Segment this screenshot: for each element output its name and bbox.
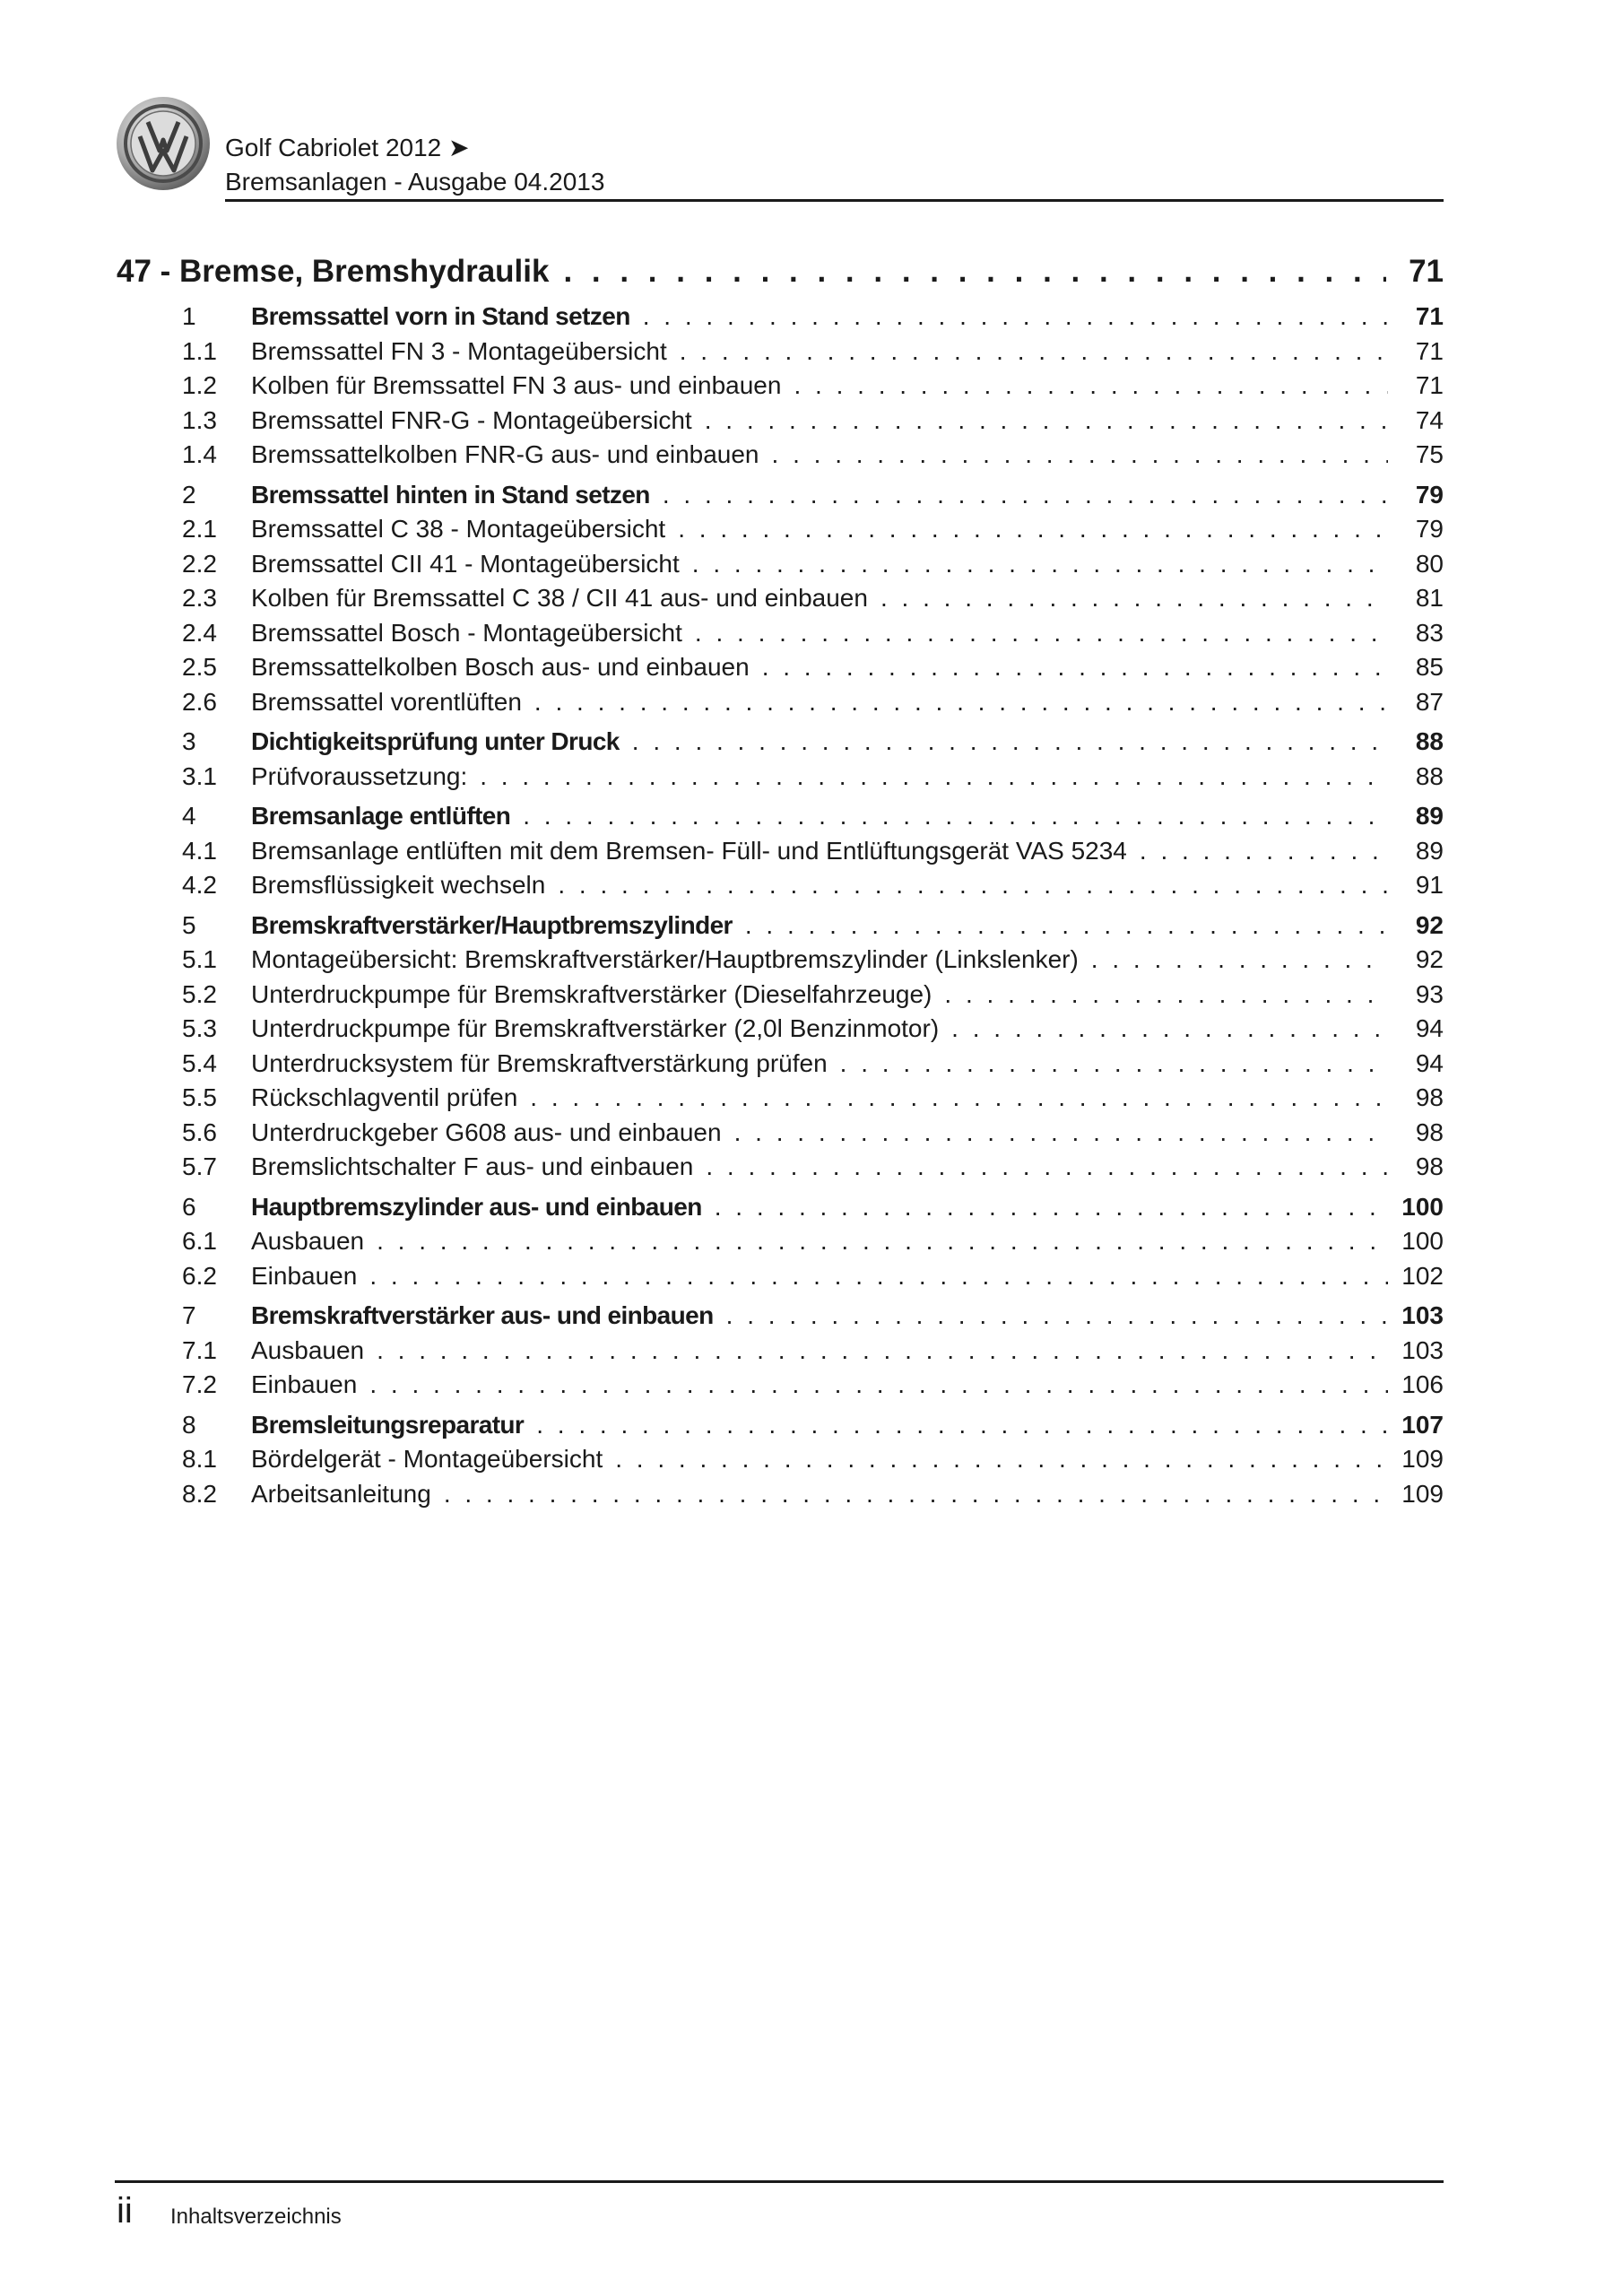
entry-title: Ausbauen [251, 1335, 365, 1364]
entry-page: 88 [1415, 761, 1444, 790]
toc-subsection[interactable] [117, 1150, 1444, 1185]
toc-subsection[interactable] [117, 685, 1444, 720]
entry-page: 100 [1401, 1227, 1444, 1255]
toc-subsection[interactable] [117, 1259, 1444, 1294]
toc-subsection[interactable] [117, 512, 1444, 547]
entry-page: 89 [1415, 802, 1444, 830]
leader-dots [1091, 943, 1388, 978]
entry-page: 74 [1415, 405, 1444, 434]
entry-title: Unterdruckpumpe für Bremskraftverstärker (Dieselfahrzeuge) [251, 979, 932, 1008]
toc-subsection[interactable] [117, 834, 1444, 869]
entry-title: Kolben für Bremssattel C 38 / CII 41 aus- und einbauen [251, 584, 868, 612]
toc-section[interactable] [117, 478, 1444, 513]
entry-title: Unterdruckgeber G608 aus- und einbauen [251, 1118, 722, 1146]
entry-page: 85 [1415, 653, 1444, 681]
leader-dots [745, 909, 1388, 944]
entry-title: Einbauen [251, 1261, 358, 1290]
leader-dots [706, 1150, 1388, 1185]
entry-number: 2.3 [182, 584, 217, 612]
entry-title: Bremssattel FNR-G - Montageübersicht [251, 405, 692, 434]
toc-subsection[interactable] [117, 868, 1444, 903]
page-header [115, 95, 1444, 201]
leader-dots [558, 868, 1388, 903]
entry-page: 94 [1415, 1014, 1444, 1042]
entry-page: 81 [1415, 584, 1444, 612]
entry-number: 5.4 [182, 1048, 217, 1077]
leader-dots [632, 725, 1388, 760]
leader-dots [369, 1259, 1388, 1294]
leader-dots [880, 581, 1388, 616]
leader-dots [726, 1299, 1388, 1334]
entry-page: 79 [1415, 480, 1444, 509]
toc-chapter[interactable] [117, 244, 1444, 300]
toc-subsection[interactable] [117, 760, 1444, 795]
entry-title: Bremskraftverstärker aus- und einbauen [251, 1301, 714, 1329]
page-number: ii [117, 2191, 133, 2231]
entry-page: 87 [1415, 687, 1444, 716]
entry-page: 83 [1415, 618, 1444, 647]
leader-dots [563, 244, 1386, 300]
entry-page: 92 [1415, 945, 1444, 973]
entry-page: 98 [1415, 1083, 1444, 1111]
entry-page: 103 [1401, 1301, 1444, 1329]
entry-number: 4.1 [182, 836, 217, 865]
entry-title: Arbeitsanleitung [251, 1479, 431, 1508]
entry-number: 5.7 [182, 1152, 217, 1180]
leader-dots [944, 978, 1388, 1013]
entry-title: Bremsleitungsreparatur [251, 1410, 525, 1439]
entry-number: 8 [182, 1410, 196, 1439]
entry-title: Bremskraftverstärker/Hauptbremszylinder [251, 910, 733, 939]
entry-number: 3 [182, 727, 196, 755]
entry-number: 3.1 [182, 761, 217, 790]
entry-title: Bremslichtschalter F aus- und einbauen [251, 1152, 694, 1180]
entry-number: 2.4 [182, 618, 217, 647]
leader-dots [663, 478, 1388, 513]
entry-number: 1.2 [182, 371, 217, 399]
toc-entries [117, 300, 1444, 1511]
entry-page: 109 [1401, 1479, 1444, 1508]
entry-title: Unterdrucksystem für Bremskraftverstärkung prüfen [251, 1048, 828, 1077]
entry-page: 106 [1401, 1370, 1444, 1398]
entry-page: 102 [1401, 1261, 1444, 1290]
toc-subsection[interactable] [117, 1224, 1444, 1259]
entry-page: 91 [1415, 871, 1444, 899]
entry-title: Kolben für Bremssattel FN 3 aus- und einbauen [251, 371, 782, 399]
leader-dots [692, 547, 1388, 582]
entry-title: Bremssattel C 38 - Montageübersicht [251, 515, 666, 543]
toc-subsection[interactable] [117, 404, 1444, 439]
toc-section[interactable] [117, 725, 1444, 760]
entry-title: Ausbauen [251, 1227, 365, 1255]
table-of-contents [117, 244, 1444, 1511]
entry-page: 88 [1415, 727, 1444, 755]
toc-subsection[interactable] [117, 978, 1444, 1013]
toc-subsection[interactable] [117, 1012, 1444, 1047]
entry-number: 2.5 [182, 653, 217, 681]
leader-dots [715, 1190, 1388, 1225]
entry-page: 103 [1401, 1335, 1444, 1364]
entry-page: 71 [1415, 302, 1444, 330]
entry-number: 6.1 [182, 1227, 217, 1255]
toc-subsection[interactable] [117, 616, 1444, 651]
toc-subsection[interactable] [117, 1477, 1444, 1512]
entry-title: Bremssattel FN 3 - Montageübersicht [251, 336, 667, 365]
entry-title: Einbauen [251, 1370, 358, 1398]
leader-dots [377, 1224, 1388, 1259]
leader-dots [530, 1081, 1388, 1116]
entry-title: Bremssattel CII 41 - Montageübersicht [251, 549, 680, 578]
entry-title: Rückschlagventil prüfen [251, 1083, 518, 1111]
entry-page: 71 [1415, 336, 1444, 365]
leader-dots [951, 1012, 1388, 1047]
leader-dots [615, 1442, 1388, 1477]
toc-subsection[interactable] [117, 1334, 1444, 1369]
vw-logo-icon [115, 95, 212, 192]
entry-number: 6.2 [182, 1261, 217, 1290]
entry-page: 89 [1415, 836, 1444, 865]
entry-number: 8.1 [182, 1445, 217, 1473]
footer-rule [115, 2180, 1444, 2183]
toc-section[interactable] [117, 1299, 1444, 1334]
entry-title: Unterdruckpumpe für Bremskraftverstärker (2,0l Benzinmotor) [251, 1014, 940, 1042]
leader-dots [480, 760, 1388, 795]
entry-title: Bremsanlage entlüften mit dem Bremsen- Füll- und Entlüftungsgerät VAS 5234 [251, 836, 1127, 865]
entry-number: 7 [182, 1301, 196, 1329]
entry-title: Hauptbremszylinder aus- und einbauen [251, 1192, 702, 1221]
entry-number: 1 [182, 302, 196, 330]
entry-page: 79 [1415, 515, 1444, 543]
chapter-page: 71 [1409, 254, 1444, 289]
toc-section[interactable] [117, 1408, 1444, 1443]
toc-section[interactable] [117, 909, 1444, 944]
entry-title: Montageübersicht: Bremskraftverstärker/Hauptbremszylinder (Linkslenker) [251, 945, 1079, 973]
leader-dots [840, 1047, 1388, 1082]
leader-dots [377, 1334, 1388, 1369]
entry-page: 107 [1401, 1410, 1444, 1439]
entry-page: 92 [1415, 910, 1444, 939]
leader-dots [794, 369, 1388, 404]
entry-number: 5.1 [182, 945, 217, 973]
toc-section[interactable] [117, 799, 1444, 834]
leader-dots [643, 300, 1388, 335]
entry-title: Bremssattel vorn in Stand setzen [251, 302, 630, 330]
entry-number: 2.2 [182, 549, 217, 578]
entry-number: 1.1 [182, 336, 217, 365]
leader-dots [1140, 834, 1388, 869]
toc-subsection[interactable] [117, 1116, 1444, 1151]
entry-page: 80 [1415, 549, 1444, 578]
leader-dots [705, 404, 1388, 439]
entry-title: Bremsflüssigkeit wechseln [251, 871, 546, 899]
entry-number: 6 [182, 1192, 196, 1221]
entry-number: 5.6 [182, 1118, 217, 1146]
document-title: Golf Cabriolet 2012 ➤ [225, 134, 470, 161]
leader-dots [695, 616, 1388, 651]
leader-dots [762, 650, 1388, 685]
leader-dots [534, 685, 1388, 720]
entry-number: 2 [182, 480, 196, 509]
chapter-title: 47 - Bremse, Bremshydraulik [117, 254, 550, 289]
header-rule [225, 199, 1444, 202]
leader-dots [444, 1477, 1388, 1512]
toc-subsection[interactable] [117, 1368, 1444, 1403]
entry-number: 1.4 [182, 440, 217, 468]
leader-dots [523, 799, 1388, 834]
entry-title: Bremssattel vorentlüften [251, 687, 522, 716]
entry-number: 5.3 [182, 1014, 217, 1042]
entry-page: 98 [1415, 1152, 1444, 1180]
entry-title: Bremssattel Bosch - Montageübersicht [251, 618, 682, 647]
toc-subsection[interactable] [117, 438, 1444, 473]
toc-subsection[interactable] [117, 547, 1444, 582]
entry-page: 75 [1415, 440, 1444, 468]
toc-section[interactable] [117, 1190, 1444, 1225]
leader-dots [772, 438, 1388, 473]
leader-dots [369, 1368, 1388, 1403]
entry-title: Prüfvoraussetzung: [251, 761, 468, 790]
entry-number: 5.5 [182, 1083, 217, 1111]
entry-number: 5.2 [182, 979, 217, 1008]
entry-page: 98 [1415, 1118, 1444, 1146]
entry-number: 7.2 [182, 1370, 217, 1398]
entry-number: 4 [182, 802, 196, 830]
entry-number: 8.2 [182, 1479, 217, 1508]
entry-page: 100 [1401, 1192, 1444, 1221]
document-subtitle: Bremsanlagen - Ausgabe 04.2013 [225, 168, 605, 196]
footer-label: Inhaltsverzeichnis [170, 2205, 342, 2229]
entry-number: 4.2 [182, 871, 217, 899]
entry-title: Bördelgerät - Montageübersicht [251, 1445, 603, 1473]
entry-title: Dichtigkeitsprüfung unter Druck [251, 727, 620, 755]
entry-number: 5 [182, 910, 196, 939]
entry-title: Bremsanlage entlüften [251, 802, 511, 830]
entry-number: 2.1 [182, 515, 217, 543]
leader-dots [680, 335, 1388, 370]
entry-title: Bremssattelkolben Bosch aus- und einbauen [251, 653, 750, 681]
entry-number: 1.3 [182, 405, 217, 434]
toc-subsection[interactable] [117, 943, 1444, 978]
entry-page: 94 [1415, 1048, 1444, 1077]
toc-subsection[interactable] [117, 1081, 1444, 1116]
entry-title: Bremssattel hinten in Stand setzen [251, 480, 650, 509]
toc-subsection[interactable] [117, 369, 1444, 404]
entry-number: 2.6 [182, 687, 217, 716]
entry-page: 71 [1415, 371, 1444, 399]
entry-title: Bremssattelkolben FNR-G aus- und einbauen [251, 440, 759, 468]
toc-subsection[interactable] [117, 581, 1444, 616]
toc-subsection[interactable] [117, 1442, 1444, 1477]
leader-dots [734, 1116, 1388, 1151]
entry-page: 93 [1415, 979, 1444, 1008]
toc-subsection[interactable] [117, 1047, 1444, 1082]
entry-page: 109 [1401, 1445, 1444, 1473]
toc-section[interactable] [117, 300, 1444, 335]
leader-dots [536, 1408, 1388, 1443]
toc-subsection[interactable] [117, 335, 1444, 370]
leader-dots [678, 512, 1388, 547]
toc-subsection[interactable] [117, 650, 1444, 685]
entry-number: 7.1 [182, 1335, 217, 1364]
